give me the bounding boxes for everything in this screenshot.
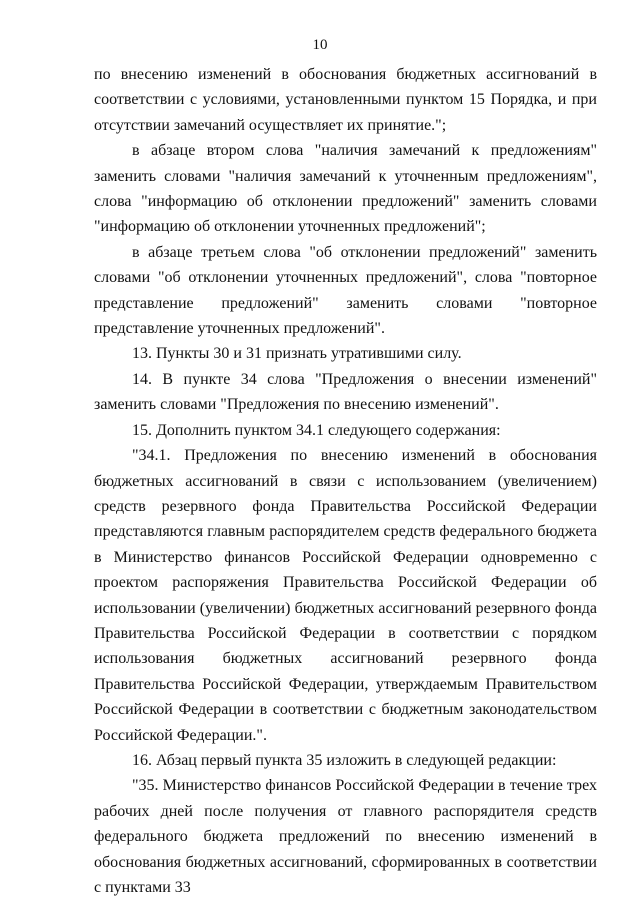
page-number: 10 <box>312 37 328 53</box>
paragraph-item-34-1: "34.1. Предложения по внесению изменений в обоснования бюджетных ассигнований в связи с использованием (увеличением) средств резервного фонда Правительства Российской Федерации представляются главным распорядителем средств федерального бюджета в Министерство финансов Российской Федерации одновременно с проектом распоряжения Правительства Российской Федерации об использовании (увеличении) бюджетных ассигнований резервного фонда Правительства Российской Федерации в соответствии с порядком использования бюджетных ассигнований резервного фонда Правительства Российской Федерации, утверждаемым Правительством Российской Федерации в соответствии с бюджетным законодательством Российской Федерации.". <box>94 447 597 744</box>
document-body <box>94 62 597 900</box>
paragraph-item-15: 15. Дополнить пунктом 34.1 следующего содержания: <box>132 421 501 439</box>
paragraph-item-16: 16. Абзац первый пункта 35 изложить в следующей редакции: <box>132 751 557 769</box>
paragraph-item-14: 14. В пункте 34 слова "Предложения о внесении изменений" заменить словами "Предложения по внесению изменений". <box>94 370 597 414</box>
paragraph-abzac-tretyem: в абзаце третьем слова "об отклонении предложений" заменить словами "об отклонении уточненных предложений", слова "повторное представление предложений" заменить словами "повторное представление уточненных предложений". <box>94 243 597 338</box>
paragraph-abzac-vtorom: в абзаце втором слова "наличия замечаний к предложениям" заменить словами "наличия замечаний к уточненным предложениям", слова "информацию об отклонении предложений" заменить словами "информацию об отклонении уточненных предложений"; <box>94 142 597 236</box>
paragraph-item-35: "35. Министерство финансов Российской Федерации в течение трех рабочих дней после получения от главного распорядителя средств федерального бюджета предложений по внесению изменений в обоснования бюджетных ассигнований, сформированных в соответствии с пунктами 33 <box>94 777 597 896</box>
paragraph-continuation: по внесению изменений в обоснования бюджетных ассигнований в соответствии с условиями, установленными пунктом 15 Порядка, и при отсутствии замечаний осуществляет их принятие."; <box>94 66 597 134</box>
paragraph-item-13: 13. Пункты 30 и 31 признать утратившими силу. <box>132 345 462 363</box>
